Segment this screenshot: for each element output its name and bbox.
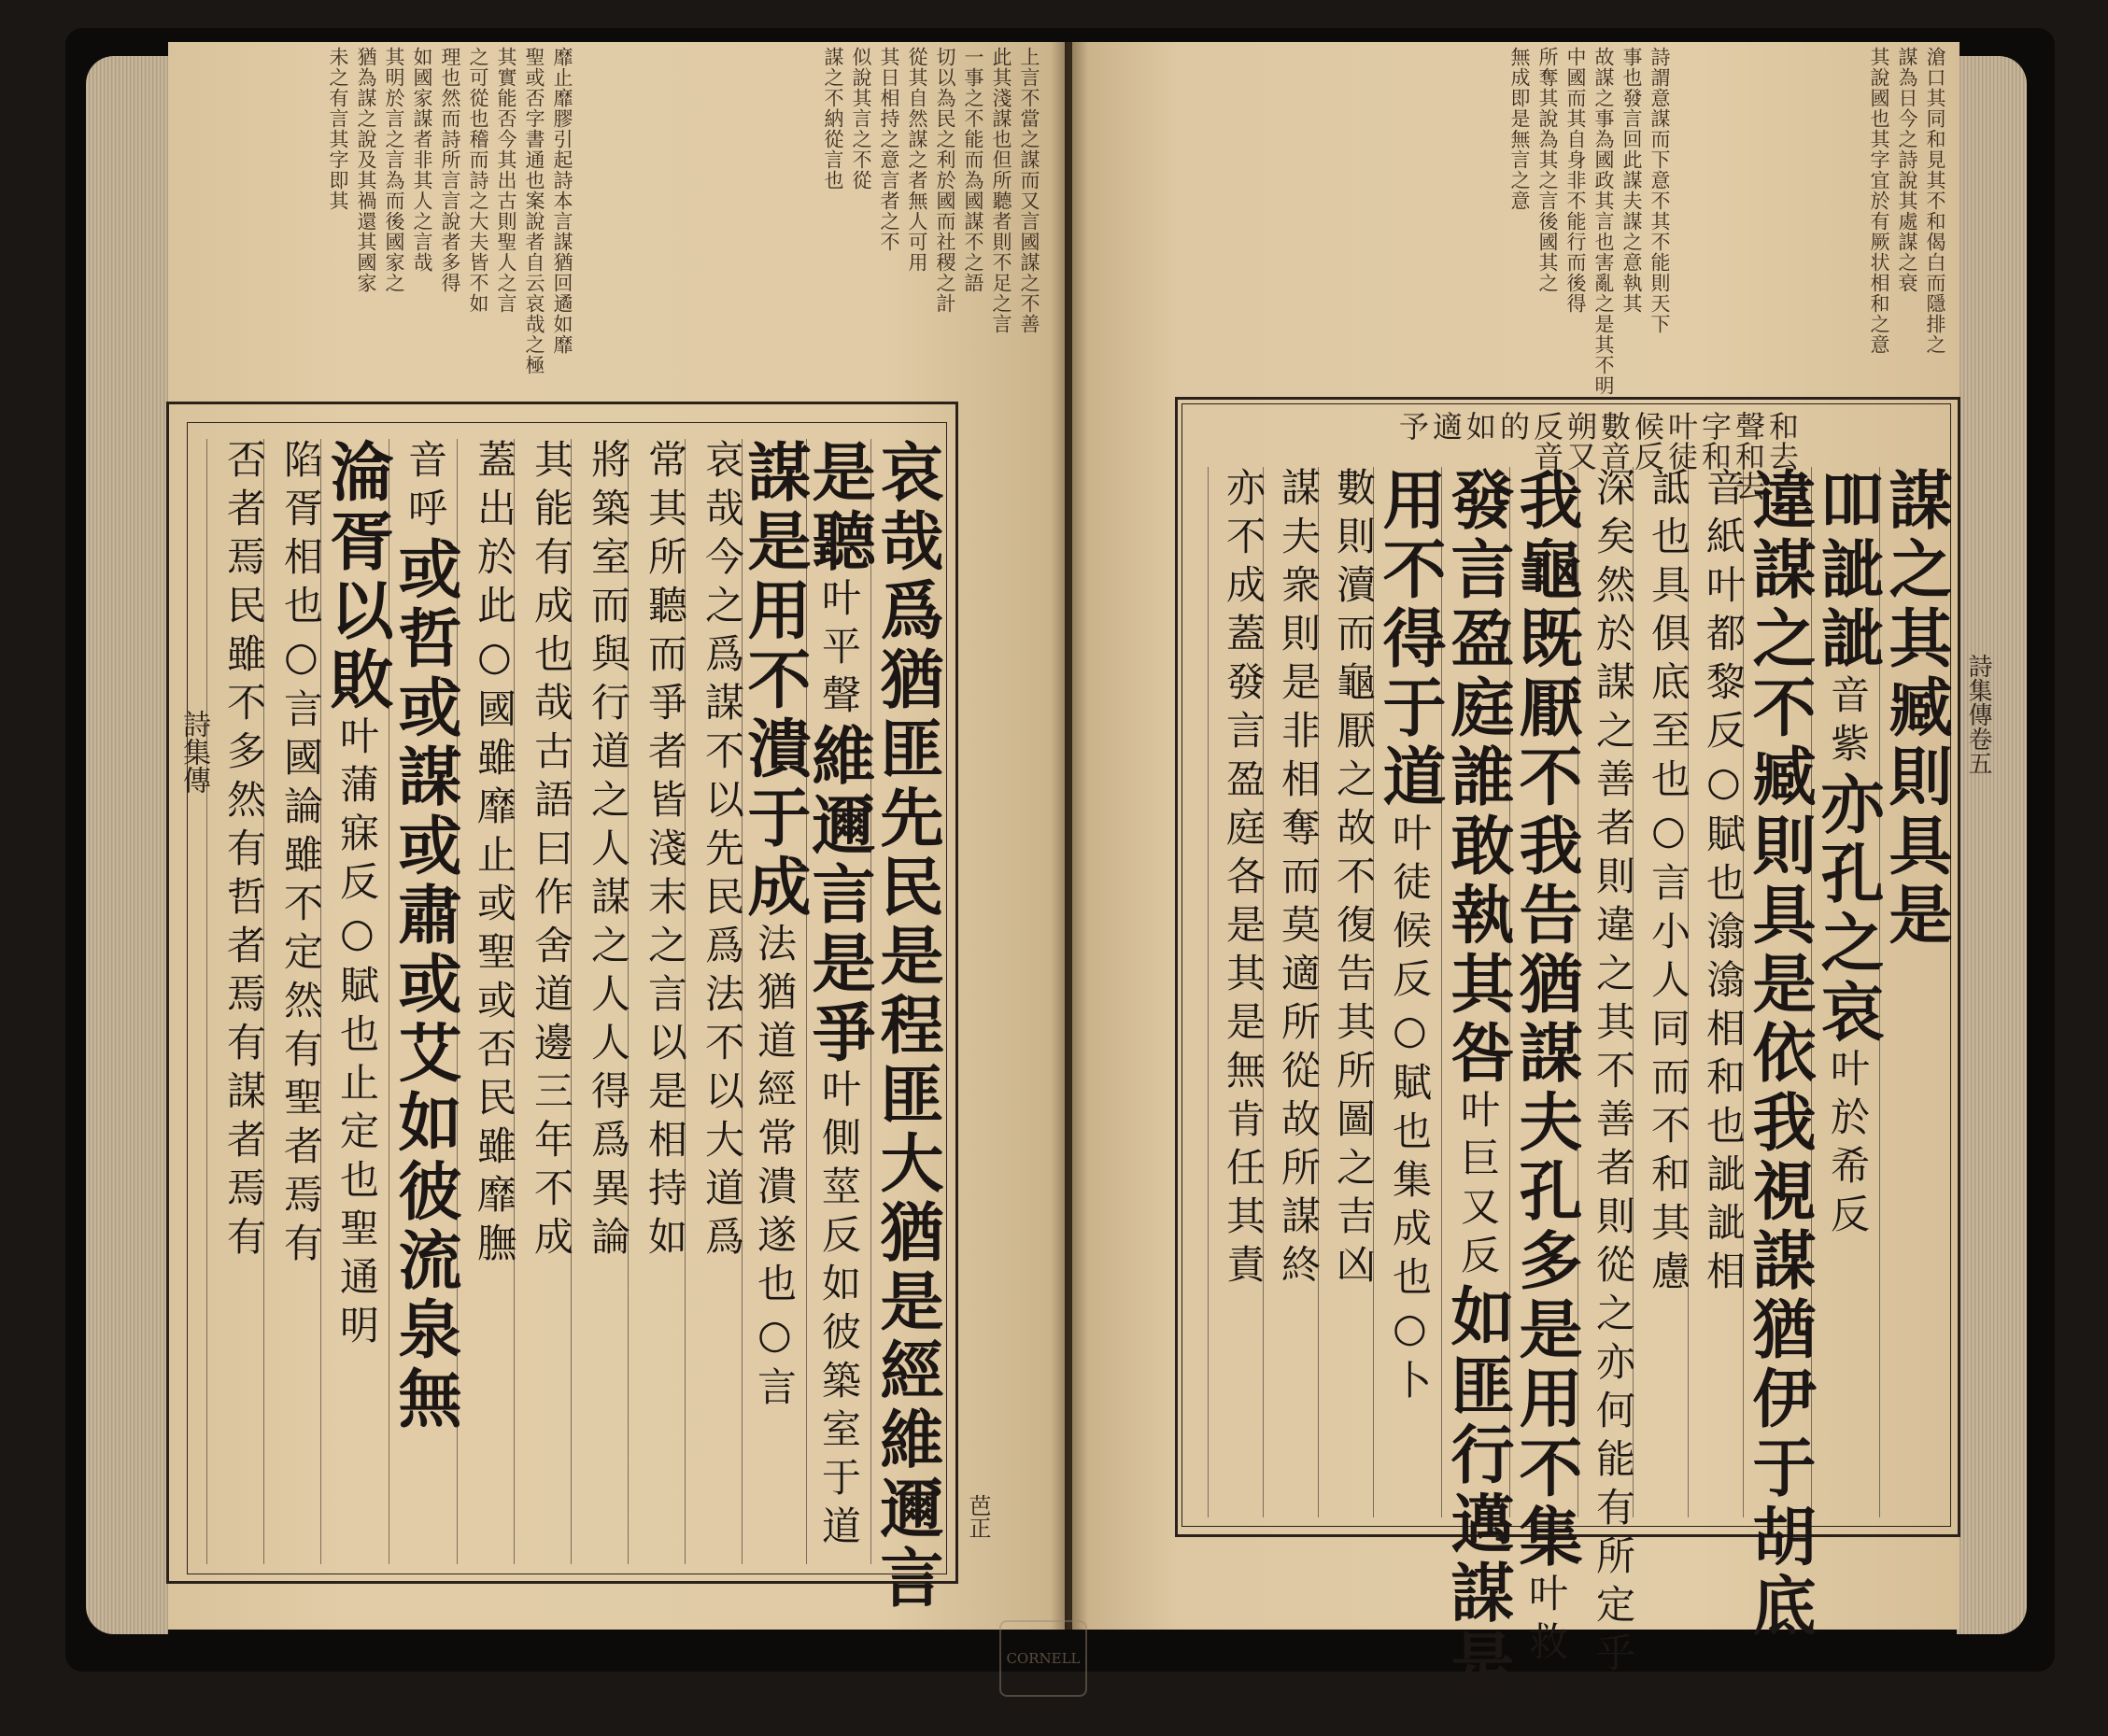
seal-text: CORNELL <box>1006 1650 1081 1667</box>
gutter <box>1051 42 1088 1630</box>
note-column: 其說國也其字宜於有厥状相和之意 <box>1868 47 1890 355</box>
commentary-text: 數則瀆而龜厭之故不復告其所圖之吉凶 <box>1331 467 1377 1292</box>
commentary-text: 詆也具俱底至也○言小人同而不和其慮 <box>1646 467 1691 1299</box>
verse-text: 用不得于道 <box>1372 467 1447 812</box>
note-column: 事也發言回此謀夫謀之意執其 <box>1620 47 1643 314</box>
text-column <box>388 439 462 1564</box>
text-column <box>1440 467 1515 1698</box>
text-column <box>1508 467 1583 1718</box>
verse-text: 亦孔之哀 <box>1810 771 1885 1048</box>
right-main-text <box>1186 467 1953 1736</box>
text-column <box>1372 467 1447 1517</box>
note-column: 從其自然謀之者無人可用 <box>906 47 928 273</box>
text-column <box>514 439 574 1564</box>
note-column: 切以為民之利於國而社稷之計 <box>934 47 956 314</box>
verse-text: 吅訿訿 <box>1810 467 1885 674</box>
text-column <box>1810 467 1885 1517</box>
text-column <box>206 439 267 1564</box>
commentary-text: 陷胥相也○言國論雖不定然有聖者焉有 <box>278 439 324 1271</box>
commentary-text: 否者焉民雖不多然有哲者焉有謀者焉有 <box>221 439 267 1264</box>
note-column: 其明於言之言為而後國家之 <box>383 47 405 293</box>
text-column <box>1263 467 1322 1517</box>
gloss-text: 叶徒候反○賦也集成也○卜 <box>1387 812 1433 1408</box>
text-column <box>628 439 688 1564</box>
note-column: 理也然而詩所言言說者多得 <box>439 47 461 293</box>
left-margin-title: 詩集傳 <box>177 710 210 794</box>
note-column: 一事之不能而為國謀不之語 <box>962 47 984 293</box>
head-note: 候反 <box>1630 411 1665 471</box>
head-note: 予 <box>1394 411 1430 441</box>
text-column <box>1318 467 1377 1517</box>
text-column <box>457 439 517 1564</box>
gloss-text: 音紫 <box>1825 674 1871 771</box>
verse-text: 哀哉爲猶匪先民是程匪大猶是經維邇言 <box>870 439 944 1614</box>
head-note: 反音 <box>1529 411 1564 471</box>
head-note: 數音 <box>1596 411 1632 471</box>
note-column: 如國家謀者非其人之言哉 <box>411 47 433 273</box>
head-note: 適 <box>1428 411 1464 441</box>
verse-text: 是聽 <box>801 439 876 577</box>
right-page-stack <box>1957 56 2027 1634</box>
note-column: 所奪其說為其之言後國其之 <box>1536 47 1559 293</box>
commentary-text: 亦不成蓋發言盈庭各是其是無肯任其責 <box>1221 467 1266 1292</box>
left-page-stack <box>86 56 168 1634</box>
commentary-text: 常其所聽而爭者皆淺末之言以是相持如 <box>643 439 688 1264</box>
head-note: 字和 <box>1697 411 1733 471</box>
note-column: 其實能否今其出古則聖人之言 <box>495 47 517 314</box>
note-column: 詩謂意謀而下意不其不能則天下 <box>1648 47 1671 334</box>
head-note: 和去 <box>1764 411 1800 471</box>
note-column: 上言不當之謀而又言國謀之不善 <box>1018 47 1040 334</box>
right-upper-notes <box>1854 47 1947 402</box>
verse-text: 維邇言是爭 <box>801 723 876 1068</box>
verse-text: 或哲或謀或肅或艾如彼流泉無 <box>388 536 462 1434</box>
verse-text: 淪胥以敗 <box>319 439 394 715</box>
commentary-text: 深矣然於謀之善者則違之其不善者則從之亦何能有所定乎○ <box>1591 467 1636 1736</box>
library-seal <box>999 1620 1087 1697</box>
text-column <box>801 439 876 1564</box>
text-column <box>737 439 812 1564</box>
verse-text: 發言盈庭誰敢執其咎 <box>1440 467 1515 1089</box>
commentary-text: 音紙叶都黎反○賦也潝潝相和也訿訿相 <box>1701 467 1747 1299</box>
right-upper-notes-b <box>1336 47 1672 402</box>
note-column: 猶為謀之說及其禍還其國家 <box>355 47 377 293</box>
text-column <box>1878 467 1953 1517</box>
text-column <box>685 439 745 1564</box>
note-column: 無成即是無言之意 <box>1508 47 1531 211</box>
text-column <box>870 439 944 1614</box>
head-note: 叶徒 <box>1663 411 1699 471</box>
note-column: 未之有言其字即其 <box>327 47 349 211</box>
left-main-text <box>191 439 944 1614</box>
note-column: 謀為日今之詩說其處謀之衰 <box>1896 47 1918 293</box>
verse-text: 如匪行邁謀是 <box>1440 1283 1515 1698</box>
gloss-text: 叶側莖反如彼築室于道 <box>816 1068 862 1554</box>
left-upper-notes-b <box>686 47 1041 334</box>
text-column <box>1633 467 1691 1517</box>
note-column: 靡止靡膠引起詩本言謀猶回遹如靡 <box>551 47 573 355</box>
text-column <box>1577 467 1636 1736</box>
head-note: 的 <box>1495 411 1531 441</box>
gloss-text: 法猶道經常潰遂也○言 <box>752 923 798 1415</box>
note-column: 滄口其同和見其不和偈白而隱排之 <box>1924 47 1946 355</box>
text-column <box>263 439 324 1564</box>
gloss-text: 叶平聲 <box>816 577 862 723</box>
right-margin-title: 詩集傳卷五 <box>1964 654 1992 775</box>
note-column: 之可從也稽而詩之大夫皆不如 <box>467 47 489 314</box>
left-upper-notes <box>182 47 574 402</box>
gloss-text: 音呼 <box>403 439 448 536</box>
head-note: 朔又 <box>1563 411 1598 471</box>
text-column <box>1742 467 1817 1642</box>
commentary-text: 謀夫衆則是非相奪而莫適所從故所謀終 <box>1276 467 1322 1292</box>
head-note: 如 <box>1462 411 1497 441</box>
verse-text: 謀之其臧則具是 <box>1878 467 1953 951</box>
text-column <box>319 439 394 1564</box>
commentary-text: 將築室而與行道之人謀之人人得爲異論 <box>586 439 631 1264</box>
note-column: 其日相持之意言者之不 <box>878 47 900 252</box>
text-column <box>571 439 631 1564</box>
gloss-text: 叶救反 <box>1523 1573 1569 1718</box>
text-column <box>1688 467 1747 1517</box>
left-margin-page: 芭正 <box>965 1494 991 1539</box>
gloss-text: 叶於希反 <box>1825 1048 1871 1242</box>
text-column <box>1208 467 1266 1517</box>
commentary-text: 蓋出於此○國雖靡止或聖或否民雖靡膴 <box>472 439 517 1271</box>
gloss-text: 叶蒲寐反○賦也止定也聖通明 <box>334 715 380 1353</box>
commentary-text: 哀哉今之爲謀不以先民爲法不以大道爲 <box>700 439 745 1264</box>
verse-text: 謀是用不潰于成 <box>737 439 812 923</box>
verse-text: 我龜既厭不我告猶謀夫孔多是用不集 <box>1508 467 1583 1573</box>
verse-text: 違謀之不臧則具是依我視謀猶伊于胡底 <box>1742 467 1817 1642</box>
note-column: 故謀之事為國政其言也害亂之是其不明 <box>1592 47 1615 396</box>
gloss-text: 叶巨又反 <box>1455 1089 1501 1283</box>
head-note: 聲和去 <box>1731 411 1766 501</box>
note-column: 此其淺謀也但所聽者則不足之言 <box>990 47 1012 334</box>
note-column: 中國而其自身非不能行而後得 <box>1564 47 1587 314</box>
note-column: 似說其言之不從 <box>850 47 872 191</box>
note-column: 聖或否字書通也案說者自云哀哉之極 <box>523 47 545 375</box>
commentary-text: 其能有成也哉古語曰作舍道邊三年不成 <box>529 439 574 1264</box>
note-column: 謀之不納從言也 <box>822 47 844 191</box>
